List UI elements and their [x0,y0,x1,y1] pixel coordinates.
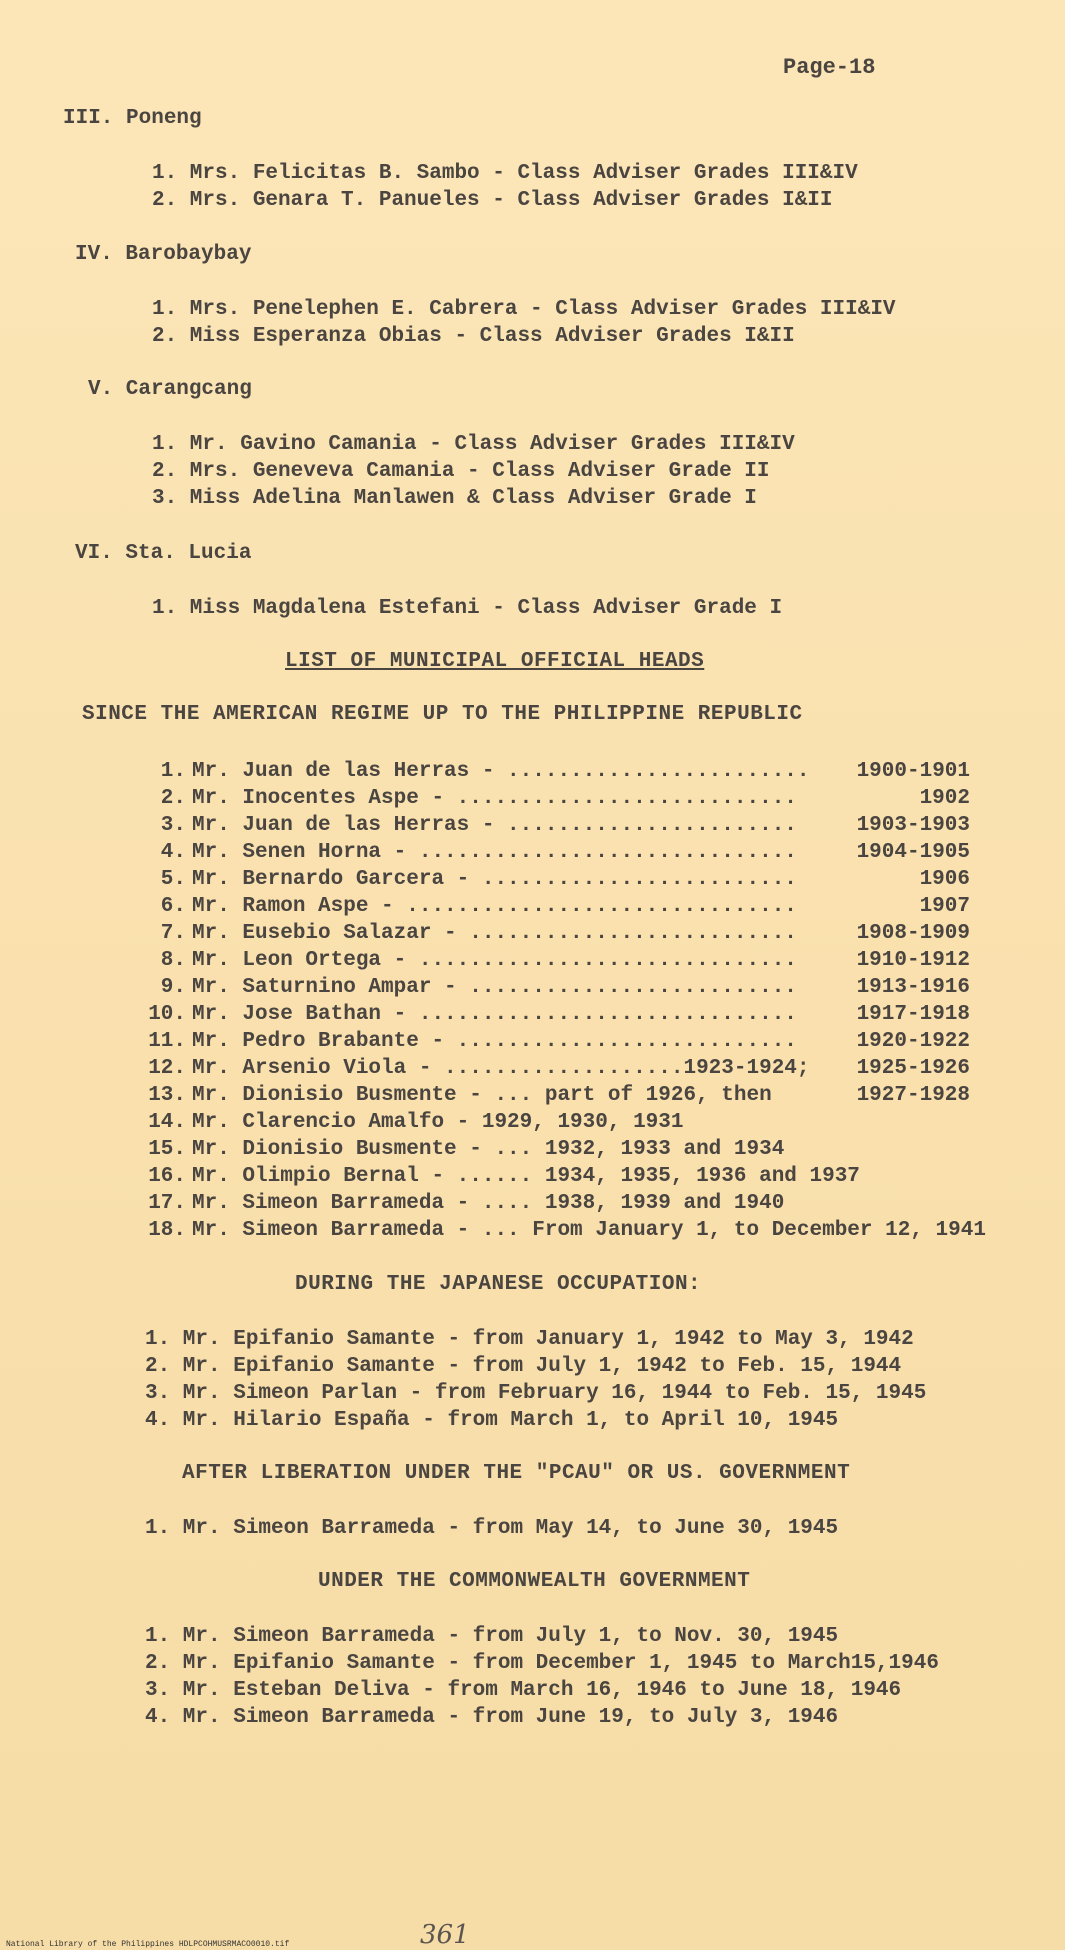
official-row: 18. Mr. Simeon Barrameda - ... From January 1, to December 12, 1941 [148,1219,986,1242]
school-title: V. Carangcang [88,378,252,401]
liberation-title: AFTER LIBERATION UNDER THE "PCAU" OR US. GOVERNMENT [182,1462,851,1485]
commonwealth-line: 1. Mr. Simeon Barrameda - from July 1, to Nov. 30, 1945 [145,1625,839,1648]
teacher-line: 2. Miss Esperanza Obias - Class Adviser Grades I&II [152,325,795,348]
teacher-line: 1. Mrs. Penelephen E. Cabrera - Class Adviser Grades III&IV [152,298,896,321]
official-row: 9. Mr. Saturnino Ampar - .......................... 1913-1916 [160,976,970,999]
list-subtitle: SINCE THE AMERICAN REGIME UP TO THE PHILIPPINE REPUBLIC [82,703,803,726]
archive-footer: National Library of the Philippines HDLPCOHMUSRMACO0010.tif [6,1940,290,1949]
teacher-line: 3. Miss Adelina Manlawen & Class Adviser Grade I [152,487,757,510]
school-title: IV. Barobaybay [75,243,252,266]
official-row: 7. Mr. Eusebio Salazar - .......................... 1908-1909 [160,922,970,945]
japanese-title: DURING THE JAPANESE OCCUPATION: [295,1273,702,1296]
official-row: 1. Mr. Juan de las Herras - ........................ 1900-1901 [160,760,970,783]
official-row: 5. Mr. Bernardo Garcera - ......................... 1906 [160,868,970,891]
commonwealth-line: 2. Mr. Epifanio Samante - from December 1, 1945 to March15,1946 [145,1652,939,1675]
japanese-line: 4. Mr. Hilario España - from March 1, to April 10, 1945 [145,1409,839,1432]
japanese-line: 3. Mr. Simeon Parlan - from February 16, 1944 to Feb. 15, 1945 [145,1382,927,1405]
official-row: 2. Mr. Inocentes Aspe - ........................... 1902 [160,787,970,810]
list-title: LIST OF MUNICIPAL OFFICIAL HEADS [285,650,705,673]
school-title: VI. Sta. Lucia [75,542,252,565]
official-row: 15. Mr. Dionisio Busmente - ... 1932, 1933 and 1934 [148,1138,785,1161]
liberation-line: 1. Mr. Simeon Barrameda - from May 14, to June 30, 1945 [145,1517,839,1540]
school-title: III. Poneng [63,107,202,130]
official-row: 13. Mr. Dionisio Busmente - ... part of 1926, then 1927-1928 [148,1084,970,1107]
commonwealth-title: UNDER THE COMMONWEALTH GOVERNMENT [318,1570,751,1593]
official-row: 12. Mr. Arsenio Viola - ...................1923-1924; 1925-1926 [148,1057,970,1080]
japanese-line: 2. Mr. Epifanio Samante - from July 1, 1942 to Feb. 15, 1944 [145,1355,902,1378]
official-row: 3. Mr. Juan de las Herras - ....................... 1903-1903 [160,814,970,837]
commonwealth-line: 3. Mr. Esteban Deliva - from March 16, 1946 to June 18, 1946 [145,1679,902,1702]
official-row: 17. Mr. Simeon Barrameda - .... 1938, 1939 and 1940 [148,1192,785,1215]
official-row: 16. Mr. Olimpio Bernal - ...... 1934, 1935, 1936 and 1937 [148,1165,860,1188]
teacher-line: 1. Mr. Gavino Camania - Class Adviser Grades III&IV [152,433,795,456]
commonwealth-line: 4. Mr. Simeon Barrameda - from June 19, to July 3, 1946 [145,1706,839,1729]
official-row: 10. Mr. Jose Bathan - .............................. 1917-1918 [148,1003,970,1026]
teacher-line: 2. Mrs. Geneveva Camania - Class Adviser Grade II [152,460,770,483]
teacher-line: 1. Miss Magdalena Estefani - Class Adviser Grade I [152,597,783,620]
official-row: 14. Mr. Clarencio Amalfo - 1929, 1930, 1931 [148,1111,684,1134]
official-row: 8. Mr. Leon Ortega - .............................. 1910-1912 [160,949,970,972]
page-number: Page-18 [783,55,876,80]
official-row: 6. Mr. Ramon Aspe - ............................... 1907 [160,895,970,918]
teacher-line: 1. Mrs. Felicitas B. Sambo - Class Adviser Grades III&IV [152,162,858,185]
official-row: 4. Mr. Senen Horna - .............................. 1904-1905 [160,841,970,864]
japanese-line: 1. Mr. Epifanio Samante - from January 1, 1942 to May 3, 1942 [145,1328,914,1351]
official-row: 11. Mr. Pedro Brabante - ........................... 1920-1922 [148,1030,970,1053]
teacher-line: 2. Mrs. Genara T. Panueles - Class Adviser Grades I&II [152,189,833,212]
handwritten-page-number: 361 [420,1920,470,1950]
